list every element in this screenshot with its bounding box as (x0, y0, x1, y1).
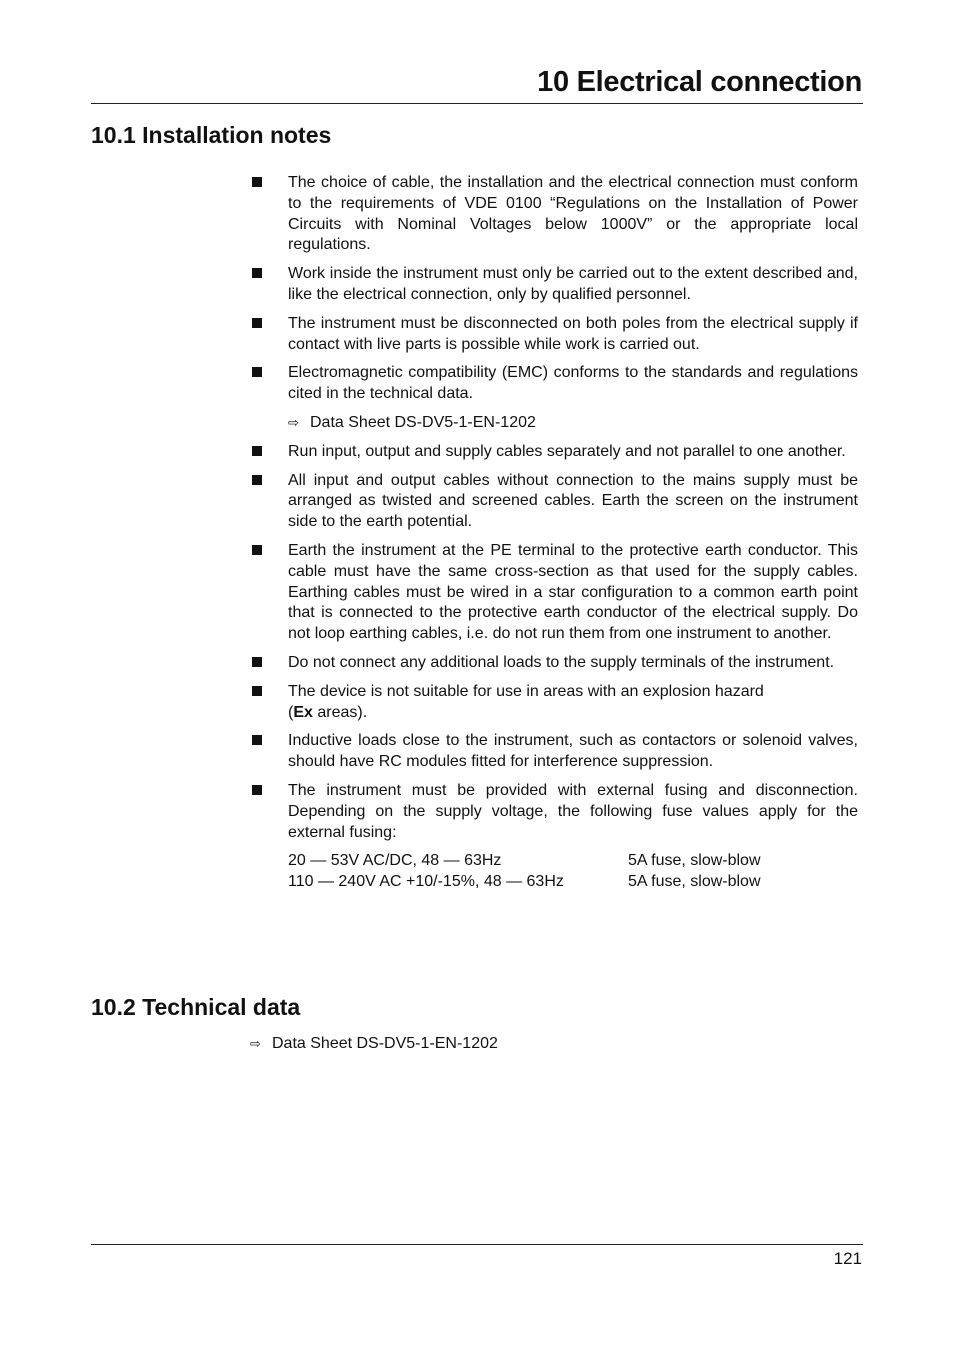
table-row (288, 851, 761, 872)
reference-text: Data Sheet DS-DV5-1-EN-1202 (272, 1035, 498, 1052)
note-text: Work inside the instrument must only be carried out to the extent described and, like the electrical connection, only by qualified personnel. (288, 265, 858, 303)
list-item (250, 731, 858, 773)
square-bullet-icon (252, 785, 262, 795)
data-sheet-reference (288, 413, 858, 434)
fuse-cell: 5A fuse, slow-blow (628, 852, 761, 870)
square-bullet-icon (252, 686, 262, 696)
square-bullet-icon (252, 657, 262, 667)
list-item (250, 682, 858, 724)
square-bullet-icon (252, 318, 262, 328)
data-sheet-reference (250, 1034, 498, 1055)
arrow-right-icon: ⇨ (250, 1036, 261, 1051)
installation-notes-list (250, 173, 858, 901)
list-item (250, 173, 858, 256)
note-text: All input and output cables without connection to the mains supply must be arranged as twisted and screened cables. Earth the screen on the instrument side to the earth potential. (288, 471, 858, 531)
list-item (250, 264, 858, 306)
square-bullet-icon (252, 268, 262, 278)
supply-cell: 110 — 240V AC +10/-15%, 48 — 63Hz (288, 873, 564, 891)
list-item (250, 653, 858, 674)
square-bullet-icon (252, 735, 262, 745)
note-text: The instrument must be disconnected on both poles from the electrical supply if contact with live parts is possible while work is carried out. (288, 314, 858, 353)
list-item (250, 363, 858, 433)
note-text: The device is not suitable for use in areas with an explosion hazard (288, 682, 764, 700)
page-number: 121 (833, 1249, 862, 1268)
header-divider (91, 103, 863, 104)
list-item (250, 314, 858, 356)
square-bullet-icon (252, 545, 262, 555)
list-item (250, 781, 858, 893)
note-text-open: ( (288, 703, 294, 721)
note-text: Run input, output and supply cables separately and not parallel to one another. (288, 442, 846, 460)
list-item (250, 442, 858, 463)
list-item (250, 471, 858, 533)
note-text: The choice of cable, the installation and the electrical connection must conform to the requirements of VDE 0100 “Regulations on the Installation of Power Circuits with Nominal Voltages below 1000V” or the appropriate local regulations. (288, 174, 858, 254)
arrow-right-icon: ⇨ (288, 414, 299, 430)
table-row (288, 872, 761, 893)
square-bullet-icon (252, 446, 262, 456)
square-bullet-icon (252, 367, 262, 377)
fuse-cell: 5A fuse, slow-blow (628, 873, 761, 891)
note-text: Do not connect any additional loads to the supply terminals of the instrument. (288, 653, 835, 671)
note-text: Inductive loads close to the instrument, such as contactors or solenoid valves, should have RC modules fitted for interference suppression. (288, 732, 858, 771)
square-bullet-icon (252, 475, 262, 485)
footer-divider (91, 1244, 863, 1245)
chapter-title: 10 Electrical connection (537, 66, 862, 98)
supply-cell: 20 — 53V AC/DC, 48 — 63Hz (288, 852, 502, 870)
section-heading-technical-data: 10.2 Technical data (91, 994, 301, 1020)
reference-text: Data Sheet DS-DV5-1-EN-1202 (310, 413, 536, 431)
fuse-table (288, 851, 761, 893)
note-text: The instrument must be provided with external fusing and disconnection. Depending on the supply voltage, the following fuse values apply for the external fusing: (288, 781, 858, 841)
list-item (250, 541, 858, 645)
note-text: Electromagnetic compatibility (EMC) conforms to the standards and regulations cited in the technical data. (288, 364, 858, 403)
ex-label: Ex (293, 703, 313, 721)
note-text: Earth the instrument at the PE terminal to the protective earth conductor. This cable must have the same cross-section as that used for the supply cables. Earthing cables must be wired in a star configuration to a common earth point that is connected to the protective earth conductor of the electrical supply. Do not loop earthing cables, i.e. do not run them from one instrument to another. (288, 541, 858, 643)
section-heading-installation-notes: 10.1 Installation notes (91, 122, 332, 148)
note-text-tail: areas). (312, 703, 368, 721)
square-bullet-icon (252, 177, 262, 187)
